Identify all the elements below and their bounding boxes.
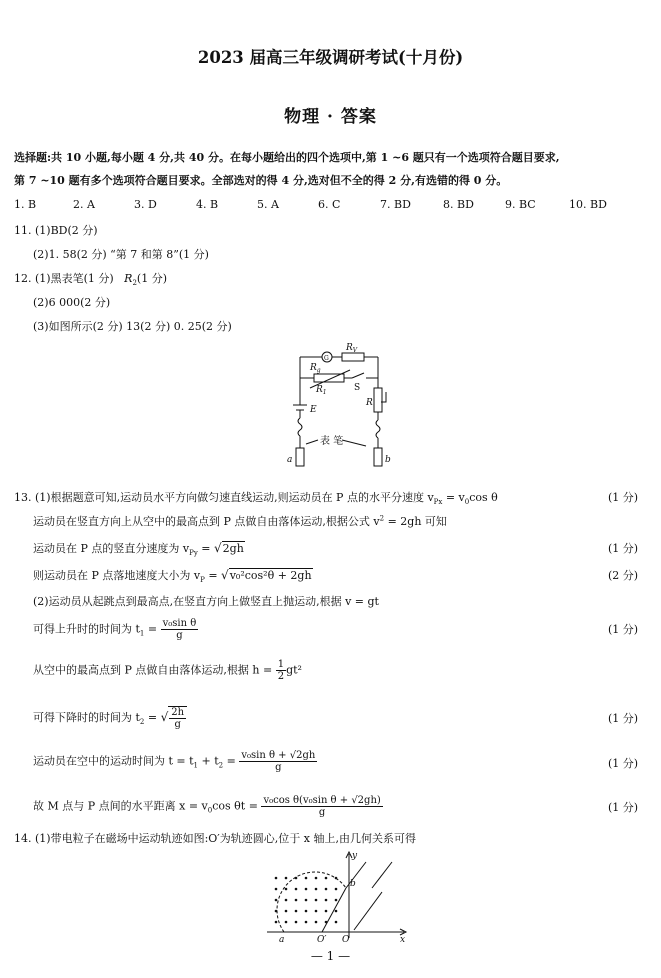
incoming-ray-2 [354, 892, 382, 930]
q13-points-6: (1 分) [608, 757, 639, 770]
field-dot [335, 910, 338, 913]
q13-line-3-text: 运动员在 P 点的竖直分速度为 v [33, 542, 190, 555]
choice-answer: 5. A [257, 198, 279, 211]
q13-line-10: 故 M 点与 P 点间的水平距离 $x = v_0\cos$ θt = $\frac{\text{v₀cos θ(v₀sin θ + √2gh)}}{g}$ [33, 795, 381, 818]
q13-line-1-end: cos θ [469, 491, 498, 504]
field-dot [325, 888, 328, 891]
field-dot [315, 877, 318, 880]
circuit-diagram [280, 340, 400, 475]
q13-line-10-text: 故 M 点与 P 点间的水平距离 x = v [33, 799, 208, 813]
q13-line-6-fraction: $\frac{\text{v₀sin θ}}{g}$ [162, 618, 197, 641]
field-dot [295, 899, 298, 902]
field-dots [275, 877, 338, 924]
choice-answer: 10. BD [569, 198, 607, 211]
field-dot [285, 921, 288, 924]
q13-line-4 [33, 567, 313, 584]
intro-line-2: 第 7 ~10 题有多个选项符合题目要求。全部选对的得 4 分,选对但不全的得 2 分,有选错的得 0 分。 [14, 174, 508, 187]
q13-line-9: 运动员在空中的运动时间为 $t = t_1 + t_2$ = $\frac{\text{v₀sin θ + √2gh}}{g}$ [33, 750, 316, 773]
sqrt-icon: √ [221, 568, 229, 582]
circuit-b-label: b [385, 455, 391, 465]
field-dot [315, 899, 318, 902]
x-axis-label: x [400, 935, 406, 944]
page-number: — 1 — [310, 949, 351, 963]
circuit-g-label: G [324, 355, 329, 362]
field-dot [315, 921, 318, 924]
circuit-a-label: a [287, 455, 293, 465]
q13-line-7-end: gt² [286, 663, 302, 677]
field-dot [305, 899, 308, 902]
q13-line-1-eqsub: 0 [464, 498, 470, 507]
q13-points-5: (1 分) [608, 712, 639, 725]
field-dot [305, 877, 308, 880]
q13-points-2: (1 分) [608, 542, 639, 555]
choice-answer: 8. BD [443, 198, 474, 211]
q13-points-1: (1 分) [608, 491, 639, 504]
circuit-r-label: R [366, 398, 373, 408]
page-subtitle: 物理 · 答案 [284, 107, 377, 127]
field-dot [315, 888, 318, 891]
q12-part1-text: 12. (1)黑表笔(1 分) [14, 272, 114, 285]
field-dot [275, 877, 278, 880]
q12-r2-points: (1 分) [136, 272, 167, 285]
field-dot [315, 910, 318, 913]
q13-line-2 [33, 513, 447, 529]
y-axis-label: y [352, 851, 358, 861]
point-b-label: b [350, 879, 356, 889]
q13-line-7-fraction: $\frac{1}{2}$ [277, 659, 285, 682]
choice-answer: 6. C [318, 198, 341, 211]
field-dot [305, 910, 308, 913]
circuit-r1-label: $R_1$ [316, 385, 327, 396]
q13-line-3 [33, 540, 245, 557]
choice-answer: 2. A [73, 198, 95, 211]
q13-line-4-eq: = [204, 569, 222, 582]
incoming-ray-1 [372, 862, 392, 888]
field-dot [285, 910, 288, 913]
q13-line-3-eq: = [197, 542, 214, 555]
q13-line-2-end: = 2gh 可知 [384, 515, 447, 528]
q13-line-8-sub: 2 [139, 718, 145, 727]
choice-answer: 7. BD [380, 198, 411, 211]
q13-line-5: (2)运动员从起跳点到最高点,在竖直方向上做竖直上抛运动,根据 v = gt [33, 595, 379, 608]
q13-line-6-text: 可得上升时的时间为 t [33, 622, 140, 636]
choice-answer: 9. BC [505, 198, 536, 211]
field-dot [275, 899, 278, 902]
q13-points-7: (1 分) [608, 801, 639, 814]
field-dot [325, 877, 328, 880]
point-o-label: O [342, 935, 350, 944]
field-dot [305, 921, 308, 924]
q13-line-8-text: 可得下降时的时间为 t [33, 711, 140, 724]
choice-answer: 1. B [14, 198, 37, 211]
intro-line-1: 选择题:共 10 小题,每小题 4 分,共 40 分。在每小题给出的四个选项中,第 1 ~6 题只有一个选项符合题目要求, [14, 151, 560, 164]
q13-line-4-sub: P [200, 576, 205, 585]
q13-line-1-text: 13. (1)根据题意可知,运动员水平方向做匀速直线运动,则运动员在 P 点的水平分速度 v [14, 491, 434, 504]
q13-line-7 [33, 659, 302, 682]
field-dot [325, 910, 328, 913]
q13-line-6-sub: 1 [139, 629, 145, 638]
exam-title: 2023 届高三年级调研考试(十月份) [197, 48, 464, 67]
field-dot [295, 888, 298, 891]
q13-line-1-sub: Px [433, 498, 443, 507]
field-dot [335, 921, 338, 924]
magnetic-field-diagram [262, 848, 412, 944]
q11-part2: (2)1. 58(2 分) “第 7 和第 8”(1 分) [33, 248, 209, 261]
q13-line-2-sup: 2 [379, 514, 385, 523]
q12-r2-sub: 2 [132, 279, 137, 288]
q14-line-1: 14. (1)带电粒子在磁场中运动轨迹如图:O′为轨迹圆心,位于 x 轴上,由几何关系可得 [14, 832, 416, 845]
sqrt-icon: √ [160, 710, 169, 724]
q13-line-8-fraction: $\frac{2h}{g}$ [168, 706, 187, 730]
field-dot [335, 888, 338, 891]
field-dot [275, 921, 278, 924]
field-dot [295, 921, 298, 924]
circuit-s-label: S [354, 383, 361, 393]
choice-answer: 3. D [134, 198, 157, 211]
field-dot [285, 899, 288, 902]
q13-line-1 [14, 489, 498, 506]
q13-line-3-radicand: 2gh [222, 542, 244, 555]
q13-line-1-eq: = v [442, 491, 465, 504]
field-dot [325, 899, 328, 902]
q13-line-2-text: 运动员在竖直方向上从空中的最高点到 P 点做自由落体运动,根据公式 v [33, 515, 380, 528]
q13-line-4-radicand: v₀²cos²θ + 2gh [229, 569, 312, 582]
point-o-prime-label: O′ [317, 935, 327, 944]
q13-line-9-fraction: $\frac{\text{v₀sin θ + √2gh}}{g}$ [241, 750, 316, 773]
point-a-label: a [279, 935, 285, 944]
q13-points-4: (1 分) [608, 623, 639, 636]
q13-line-6 [33, 618, 198, 641]
q13-line-7-text: 从空中的最高点到 P 点做自由落体运动,根据 h = [33, 663, 276, 677]
circuit-rv-label: $R_V$ [346, 343, 358, 354]
q13-line-9-text: 运动员在空中的运动时间为 t = t [33, 754, 194, 768]
circuit-probes-label: 表 笔 [320, 436, 344, 447]
choice-answer: 4. B [196, 198, 219, 211]
circuit-e-label: E [310, 405, 317, 415]
q12-part1 [14, 270, 167, 287]
q13-line-8 [33, 706, 187, 730]
sqrt-icon: √ [214, 541, 222, 555]
q12-part2: (2)6 000(2 分) [33, 296, 111, 309]
circuit-rg-label: $R_g$ [310, 363, 321, 374]
q13-line-3-sub: Py [189, 549, 198, 558]
field-dot [305, 888, 308, 891]
q12-r2-symbol: R [124, 272, 133, 285]
q13-line-10-fraction: $\frac{\text{v₀cos θ(v₀sin θ + √2gh)}}{g}$ [263, 795, 381, 818]
q13-points-3: (2 分) [608, 569, 639, 582]
q12-part3: (3)如图所示(2 分) 13(2 分) 0. 25(2 分) [33, 320, 232, 333]
q11-part1: 11. (1)BD(2 分) [14, 224, 98, 237]
field-dot [285, 877, 288, 880]
q13-line-8-eq: = [144, 711, 161, 724]
field-dot [335, 899, 338, 902]
field-dot [275, 888, 278, 891]
q13-line-6-eq: = [144, 622, 161, 636]
field-dot [295, 910, 298, 913]
q13-line-4-text: 则运动员在 P 点落地速度大小为 v [33, 569, 201, 582]
field-dot [285, 888, 288, 891]
